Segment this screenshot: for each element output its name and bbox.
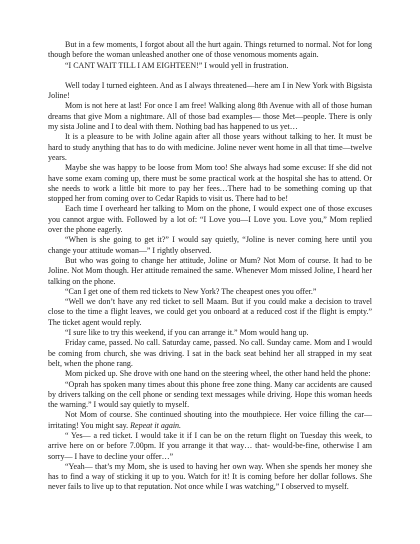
- paragraph: Well today I turned eighteen. And as I always threatened—here am I in New York with Bigsista Joline!: [48, 80, 372, 101]
- paragraph-text: Not Mom of course. She continued shouting into the mouthpiece. Her voice filling the car—irritating! You might say.: [48, 410, 372, 430]
- paragraph: [48, 410, 372, 431]
- section-gap: [48, 71, 372, 81]
- paragraph: Friday came, passed. No call. Saturday came, passed. No call. Sunday came. Mom and I would be coming from church, she was driving. I sat in the back seat behind her all strapped in my seat belt, when the phone rang.: [48, 338, 372, 368]
- paragraph: But in a few moments, I forgot about all the hurt again. Things returned to normal. Not for long though before the woman unleashed another one of those venomous moments again.: [48, 40, 372, 60]
- paragraph: “Oprah has spoken many times about this phone free zone thing. Many car accidents are caused by drivers talking on the cell phone or sending text messages while driving. Hope this woman heeds the warning.” I would say quietly to myself.: [48, 379, 372, 410]
- paragraph: It is a pleasure to be with Joline again after all those years without talking to her. It must be hard to study anything that has to do with medicine. Joline never went home in all that time—twelve years.: [48, 132, 372, 162]
- paragraph: “I sure like to try this weekend, if you can arrange it.” Mom would hang up.: [65, 328, 309, 338]
- paragraph: Maybe she was happy to be loose from Mom too! She always had some excuse: If she did not have some exam coming up, there must be some practical work at the hospital she has to attend. Or she needs to work a little bit more to pay her fees…There had to be something coming up that stopped her from coming over to Cedar Rapids to visit us. There had to be!: [48, 163, 372, 204]
- paragraph: Mom is not here at last! For once I am free! Walking along 8th Avenue with all of those human dreams that give Mom a nightmare. All of those bad examples— those Met—people. There is only my sista Joline and I to deal with them. Nothing bad has happened to us yet…: [48, 101, 372, 132]
- paragraph: Each time I overheard her talking to Mom on the phone, I would expect one of those excuses you cannot argue with. Followed by a lot of: “I Love you—I Love you. Love you,” Mom replied over the phone eagerly.: [48, 204, 372, 235]
- italic-phrase: Repeat it again.: [130, 420, 182, 430]
- paragraph: Mom picked up. She drove with one hand on the steering wheel, the other hand held the phone:: [65, 369, 371, 379]
- paragraph: But who was going to change her attitude, Joline or Mum? Not Mom of course. It had to be Joline. Not Mom though. Her attitude remained the same. Whenever Mom missed Joline, I heard her talking on the phone.: [48, 255, 372, 286]
- paragraph: “Can I get one of them red tickets to New York? The cheapest ones you offer.”: [65, 286, 317, 296]
- paragraph: “Well we don’t have any red ticket to sell Maam. But if you could make a decision to travel close to the time a flight leaves, we could get you onboard at a reduced cost if the flight is empty.” The ticket agent would reply.: [48, 297, 372, 327]
- paragraph: “ Yes— a red ticket. I would take it if I can be on the return flight on Tuesday this week, to arrive here on or before 7.00pm. If you arrange it that way… that- would-be-fine, otherwise I am sorry— I have to decline your offer…”: [48, 430, 372, 461]
- paragraph: “When is she going to get it?” I would say quietly, “Joline is never coming here until you change your attitude woman—” I rightly observed.: [48, 235, 372, 255]
- paragraph: “I CANT WAIT TILL I AM EIGHTEEN!” I would yell in frustration.: [65, 60, 289, 70]
- paragraph: “Yeah— that’s my Mom, she is used to having her own way. When she spends her money she has to find a way of sticking it up to you. Watch for it! It is coming before her dollar follows. She never fails to live up to that reputation. Not once while I was watching,” I observed to myself.: [48, 461, 372, 492]
